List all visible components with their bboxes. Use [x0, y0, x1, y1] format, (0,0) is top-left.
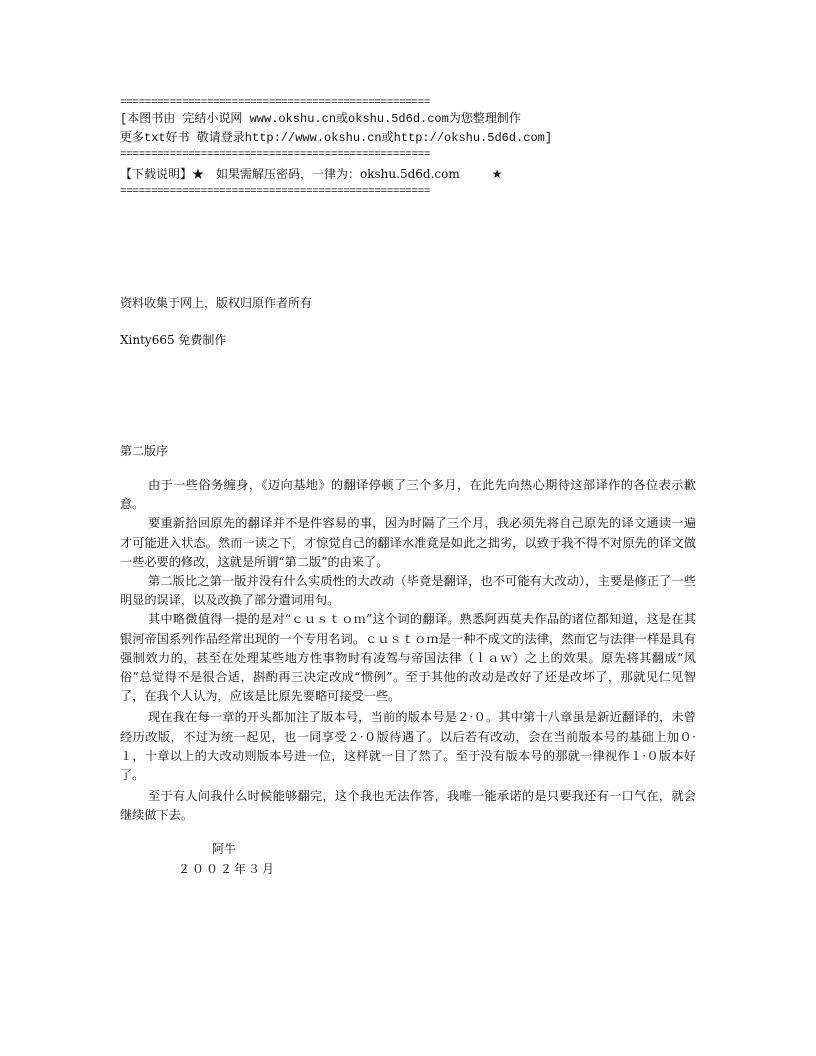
copyright-note: 资料收集于网上，版权归原作者所有: [120, 296, 313, 310]
section-title: 第二版序: [120, 444, 169, 458]
header-line-2: 更多txt好书 敬请登录http://www.okshu.cn或http://okshu.5d6d.com]: [120, 131, 553, 145]
paragraph: 由于一些俗务缠身，《迈向基地》的翻译停顿了三个多月，在此先向热心期待这部译作的各位表示歉意。: [120, 478, 696, 512]
download-text: 如果需解压密码，一律为：okshu.5d6d.com: [216, 167, 460, 181]
preface-body: [120, 476, 696, 826]
header-line-1: [本图书由 完结小说网 www.okshu.cn或okshu.5d6d.com为您整理制作: [120, 112, 521, 126]
separator-rule-bottom: ==================================================: [120, 186, 431, 198]
separator-rule-top: ==================================================: [120, 97, 431, 109]
signature-date: ２００２年３月: [178, 862, 277, 876]
author-signature: 阿牛: [212, 842, 237, 856]
star-icon: ★: [491, 167, 503, 181]
separator-rule-middle: ==================================================: [120, 149, 431, 161]
paragraph: 要重新拾回原先的翻译并不是件容易的事，因为时隔了三个月，我必须先将自己原先的译文通读一遍才可能进入状态。然而一读之下，才惊觉自己的翻译水准竟是如此之拙劣，以致于我不得不对原先的译文做一些必要的修改，这就是所谓“第二版”的由来了。: [120, 516, 696, 569]
download-header: [120, 96, 700, 199]
maker-credit: Xinty665 免费制作: [120, 333, 227, 347]
download-label: 【下载说明】★: [120, 167, 205, 181]
paragraph: 现在我在每一章的开头都加注了版本号，当前的版本号是２·０。其中第十八章虽是新近翻译的，未曾经历改版，不过为统一起见，也一同享受２·０版待遇了。以后若有改动，会在当前版本号的基础上加０·１，十章以上的大改动则版本号进一位，这样就一目了然了。至于没有版本号的那就一律视作１·０版本好了。: [120, 710, 696, 783]
paragraph: 第二版比之第一版并没有什么实质性的大改动（毕竟是翻译，也不可能有大改动），主要是修正了一些明显的误译，以及改换了部分遣词用句。: [120, 574, 696, 608]
download-note: [120, 164, 700, 184]
paragraph: 其中略微值得一提的是对“ｃｕｓｔｏｍ”这个词的翻译。熟悉阿西莫夫作品的诸位都知道，这是在其银河帝国系列作品经常出现的一个专用名词。ｃｕｓｔｏｍ是一种不成文的法律，然而它与法律一样是具有强制效力的，甚至在处理某些地方性事物时有凌驾与帝国法律（ｌａｗ）之上的效果。原先将其翻成“风俗”总觉得不是很合适，斟酌再三决定改成“惯例”。至于其他的改动是改好了还是改坏了，那就见仁见智了，在我个人认为，应该是比原先要略可接受一些。: [120, 612, 696, 704]
paragraph: 至于有人问我什么时候能够翻完，这个我也无法作答，我唯一能承诺的是只要我还有一口气在，就会继续做下去。: [120, 789, 696, 823]
